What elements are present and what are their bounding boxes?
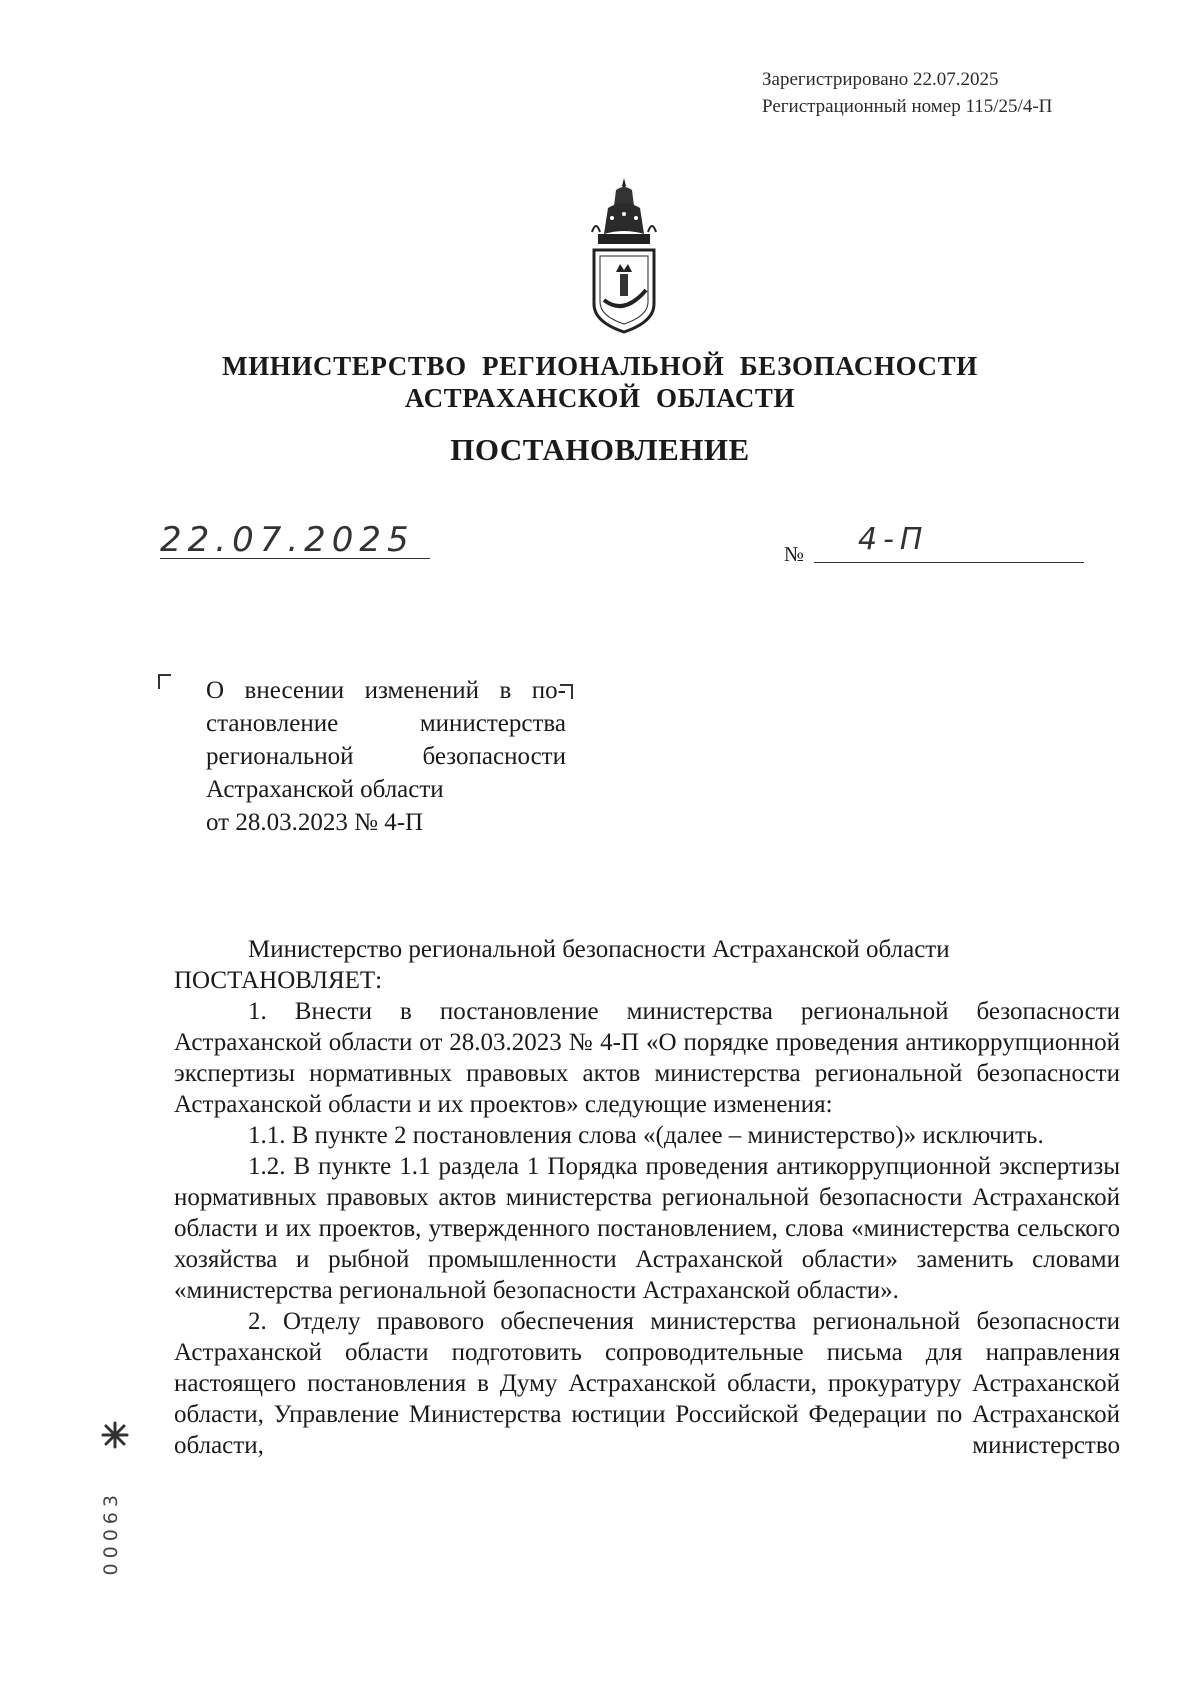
ministry-name <box>0 350 1200 414</box>
subject-line: Астраханской области <box>206 776 444 803</box>
subject-line: О внесении изменений в по- <box>206 677 566 704</box>
registration-number: Регистрационный номер 115/25/4-П <box>762 96 1053 117</box>
body-paragraph-1-2: 1.2. В пункте 1.1 раздела 1 Порядка проведения антикоррупционной экспертизы нормативных правовых актов министерства региональной безопасности Астраханской области и их проектов, утвержденного постановлением, слова «министерства сельского хозяйства и рыбной промышленности Астраханской области» заменить словами «министерства региональной безопасности Астраханской области». <box>174 1153 1120 1304</box>
number-underline <box>814 562 1084 563</box>
document-subject <box>206 674 566 839</box>
date-underline <box>160 558 430 559</box>
document-title: ПОСТАНОВЛЕНИЕ <box>450 432 750 467</box>
margin-stamp-number: 00063 <box>100 1490 122 1576</box>
registration-stamp <box>762 66 1052 120</box>
body-paragraph-1-1: 1.1. В пункте 2 постановления слова «(далее – министерство)» исключить. <box>248 1122 1044 1149</box>
registration-date: Зарегистрировано 22.07.2025 <box>762 69 999 90</box>
coat-of-arms-icon <box>586 176 662 336</box>
body-resolves: ПОСТАНОВЛЯЕТ: <box>174 967 383 994</box>
subject-line: региональной безопасности <box>206 743 566 770</box>
number-sign: № <box>784 542 805 566</box>
body-paragraph-1: 1. Внести в постановление министерства региональной безопасности Астраханской области от 28.03.2023 № 4-П «О порядке проведения антикоррупционной экспертизы нормативных правовых актов министерства региональной безопасности Астраханской области и их проектов» следующие изменения: <box>174 998 1120 1118</box>
subject-bracket-left <box>158 674 171 689</box>
body-paragraph-2: 2. Отделу правового обеспечения министерства региональной безопасности Астраханской области подготовить сопроводительные письма для направления настоящего постановления в Думу Астраханской области, прокуратуру Астраханской области, Управление Министерства юстиции Российской Федерации по Астраханской области, министерство <box>174 1308 1120 1459</box>
ministry-name-line1: МИНИСТЕРСТВО РЕГИОНАЛЬНОЙ БЕЗОПАСНОСТИ <box>222 351 978 381</box>
subject-line: становление министерства <box>206 710 566 737</box>
subject-line: от 28.03.2023 № 4-П <box>206 809 424 836</box>
document-body <box>174 934 1120 1461</box>
document-date: 22.07.2025 <box>160 520 415 560</box>
ministry-name-line2: АСТРАХАНСКОЙ ОБЛАСТИ <box>404 383 796 413</box>
document-number: 4-П <box>858 522 929 557</box>
body-intro: Министерство региональной безопасности Астраханской области <box>248 936 950 963</box>
asterisk-stamp-icon <box>100 1420 130 1450</box>
